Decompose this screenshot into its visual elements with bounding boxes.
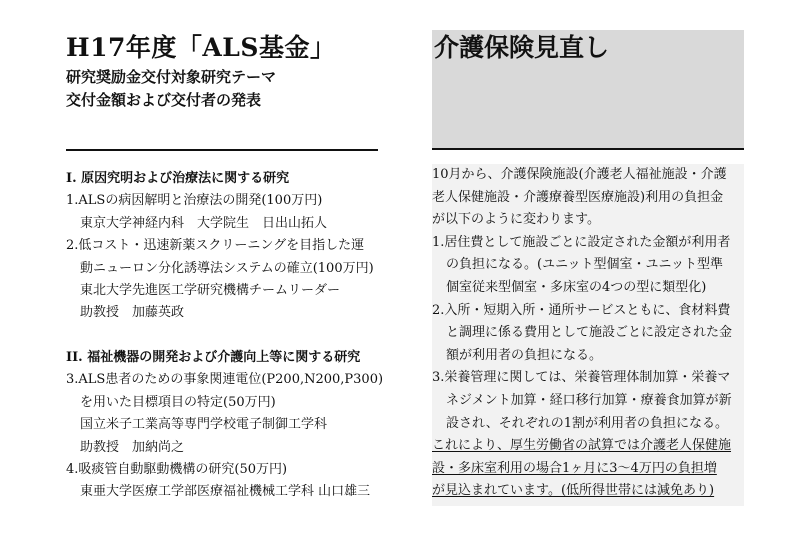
point-item-cont: ネジメント加算・経口移行加算・療養食加算が新 bbox=[446, 392, 732, 408]
point-item-cont: 設され、それぞれの1割が利用者の負担になる。 bbox=[446, 415, 729, 431]
intro-line: が以下のように変わります。 bbox=[432, 212, 600, 228]
list-item-detail: 国立米子工業高等専門学校電子制御工学科 bbox=[80, 417, 328, 433]
point-item-cont: と調理に係る費用として施設ごとに設定された金 bbox=[446, 325, 733, 341]
divider bbox=[66, 149, 378, 151]
point-item: 2.入所・短期入所・通所サービスともに、食材料費 bbox=[432, 302, 731, 318]
list-item: 1.ALSの病因解明と治療法の開発(100万円) bbox=[66, 193, 323, 209]
care-insurance-title: 介護保険見直し bbox=[434, 33, 610, 62]
section-heading: II. 福祉機器の開発および介護向上等に関する研究 bbox=[66, 350, 361, 365]
conclusion-line: 設・多床室利用の場合1ヶ月に3～4万円の負担増 bbox=[432, 460, 717, 476]
point-item-cont: 額が利用者の負担になる。 bbox=[446, 347, 603, 363]
point-item-cont: 個室従来型個室・多床室の4つの型に類型化) bbox=[446, 279, 707, 295]
article-subtitle-1: 研究奨励金交付対象研究テーマ bbox=[66, 68, 277, 86]
list-item-detail: 東北大学先進医工学研究機構チームリーダー bbox=[80, 283, 341, 299]
section-heading: I. 原因究明および治療法に関する研究 bbox=[66, 171, 290, 186]
point-item-cont: の負担になる。(ユニット型個室・ユニット型準 bbox=[446, 257, 724, 273]
conclusion-line: これにより、厚生労働省の試算では介護老人保健施 bbox=[432, 438, 732, 454]
section-welfare-devices bbox=[66, 347, 382, 504]
care-insurance-body bbox=[432, 164, 744, 506]
list-item: 2.低コスト・迅速新薬スクリーニングを目指した運 bbox=[66, 238, 365, 254]
list-item-detail: 動ニューロン分化誘導法システムの確立(100万円) bbox=[80, 260, 374, 276]
section-research-causes bbox=[66, 168, 382, 325]
point-item: 3.栄養管理に関しては、栄養管理体制加算・栄養マ bbox=[432, 370, 731, 386]
list-item: 3.ALS患者のための事象関連電位(P200,N200,P300) bbox=[66, 372, 384, 388]
article-title: H17年度「ALS基金」 bbox=[66, 33, 336, 62]
article-header-als-fund bbox=[66, 30, 382, 112]
list-item-detail: 助教授 加藤英政 bbox=[80, 305, 185, 321]
point-item: 1.居住費として施設ごとに設定された金額が利用者 bbox=[432, 234, 731, 250]
intro-line: 10月から、介護保険施設(介護老人福祉施設・介護 bbox=[432, 167, 727, 182]
list-item-detail: 東京大学神経内科 大学院生 日出山拓人 bbox=[80, 215, 328, 231]
list-item: 4.吸痰管自動駆動機構の研究(50万円) bbox=[66, 462, 288, 478]
care-insurance-banner bbox=[432, 30, 744, 150]
conclusion-line: が見込まれています。(低所得世帯には減免あり) bbox=[432, 483, 715, 499]
intro-line: 老人保健施設・介護療養型医療施設)利用の負担金 bbox=[432, 189, 724, 205]
list-item-detail: を用いた目標項目の特定(50万円) bbox=[80, 394, 276, 410]
article-subtitle-2: 交付金額および交付者の発表 bbox=[66, 91, 262, 109]
list-item-detail: 東亜大学医療工学部医療福祉機械工学科 山口雄三 bbox=[80, 484, 371, 500]
list-item-detail: 助教授 加納尚之 bbox=[80, 439, 185, 455]
